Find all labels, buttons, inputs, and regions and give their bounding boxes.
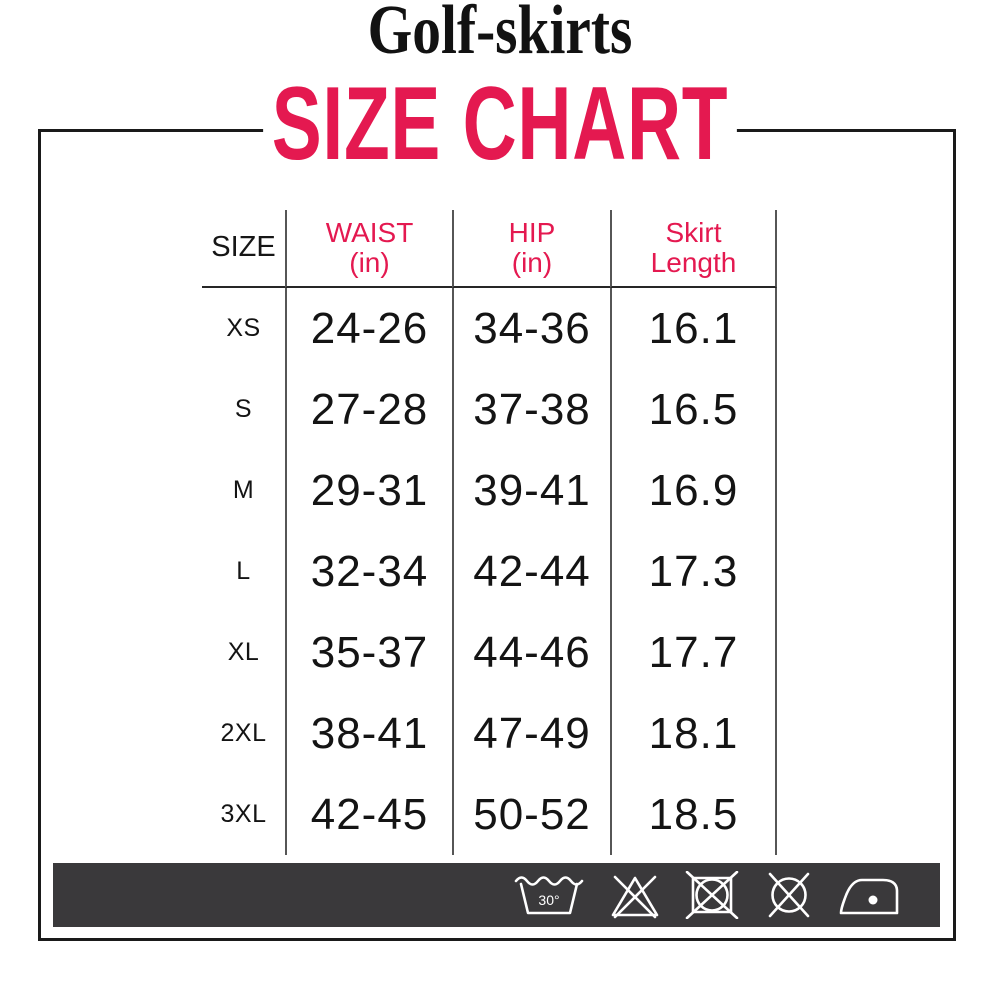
- machine-wash-30-icon: [512, 871, 586, 919]
- waist-value-3xl: 42-45: [285, 774, 452, 855]
- length-value-2xl: 18.1: [610, 693, 777, 774]
- do-not-dry-clean-icon: [764, 871, 814, 919]
- header-hip-line1: HIP: [508, 216, 556, 248]
- wash-temperature-label: 30°: [538, 892, 560, 908]
- column-header-size: [202, 210, 285, 288]
- header-hip-line2: (in): [511, 247, 553, 278]
- hip-value-l: 42-44: [452, 531, 610, 612]
- waist-value-xl: 35-37: [285, 612, 452, 693]
- column-header-skirt-length: [610, 210, 777, 288]
- waist-value-2xl: 38-41: [285, 693, 452, 774]
- header-length-line2: Length: [650, 247, 737, 278]
- size-label-s: S: [234, 395, 253, 423]
- waist-value-xs: 24-26: [285, 288, 452, 369]
- size-label-2xl: 2XL: [220, 719, 267, 747]
- page-title: [171, 66, 829, 182]
- iron-icon: [838, 871, 900, 919]
- hip-value-xs: 34-36: [452, 288, 610, 369]
- brand-title: Golf-skirts: [367, 0, 633, 69]
- header-length-line1: Skirt: [665, 216, 722, 248]
- size-label-3xl: 3XL: [220, 800, 267, 828]
- length-value-3xl: 18.5: [610, 774, 777, 855]
- waist-value-l: 32-34: [285, 531, 452, 612]
- page-title-text: SIZE CHART: [263, 72, 737, 176]
- waist-value-m: 29-31: [285, 450, 452, 531]
- hip-value-m: 39-41: [452, 450, 610, 531]
- size-table: [202, 210, 777, 855]
- size-label-l: L: [236, 557, 251, 585]
- hip-value-s: 37-38: [452, 369, 610, 450]
- hip-value-2xl: 47-49: [452, 693, 610, 774]
- length-value-m: 16.9: [610, 450, 777, 531]
- length-value-l: 17.3: [610, 531, 777, 612]
- column-header-waist: [285, 210, 452, 288]
- header-waist-line2: (in): [349, 247, 390, 278]
- length-value-s: 16.5: [610, 369, 777, 450]
- do-not-tumble-dry-icon: [684, 871, 740, 919]
- do-not-bleach-icon: [610, 871, 660, 919]
- waist-value-s: 27-28: [285, 369, 452, 450]
- length-value-xs: 16.1: [610, 288, 777, 369]
- header-size-line1: SIZE: [211, 231, 276, 264]
- size-label-xs: XS: [226, 314, 261, 342]
- column-header-hip: [452, 210, 610, 288]
- size-label-m: M: [232, 476, 255, 504]
- length-value-xl: 17.7: [610, 612, 777, 693]
- header-waist-line1: WAIST: [325, 216, 414, 248]
- care-instructions-bar: [53, 863, 940, 927]
- hip-value-3xl: 50-52: [452, 774, 610, 855]
- hip-value-xl: 44-46: [452, 612, 610, 693]
- size-label-xl: XL: [227, 638, 260, 666]
